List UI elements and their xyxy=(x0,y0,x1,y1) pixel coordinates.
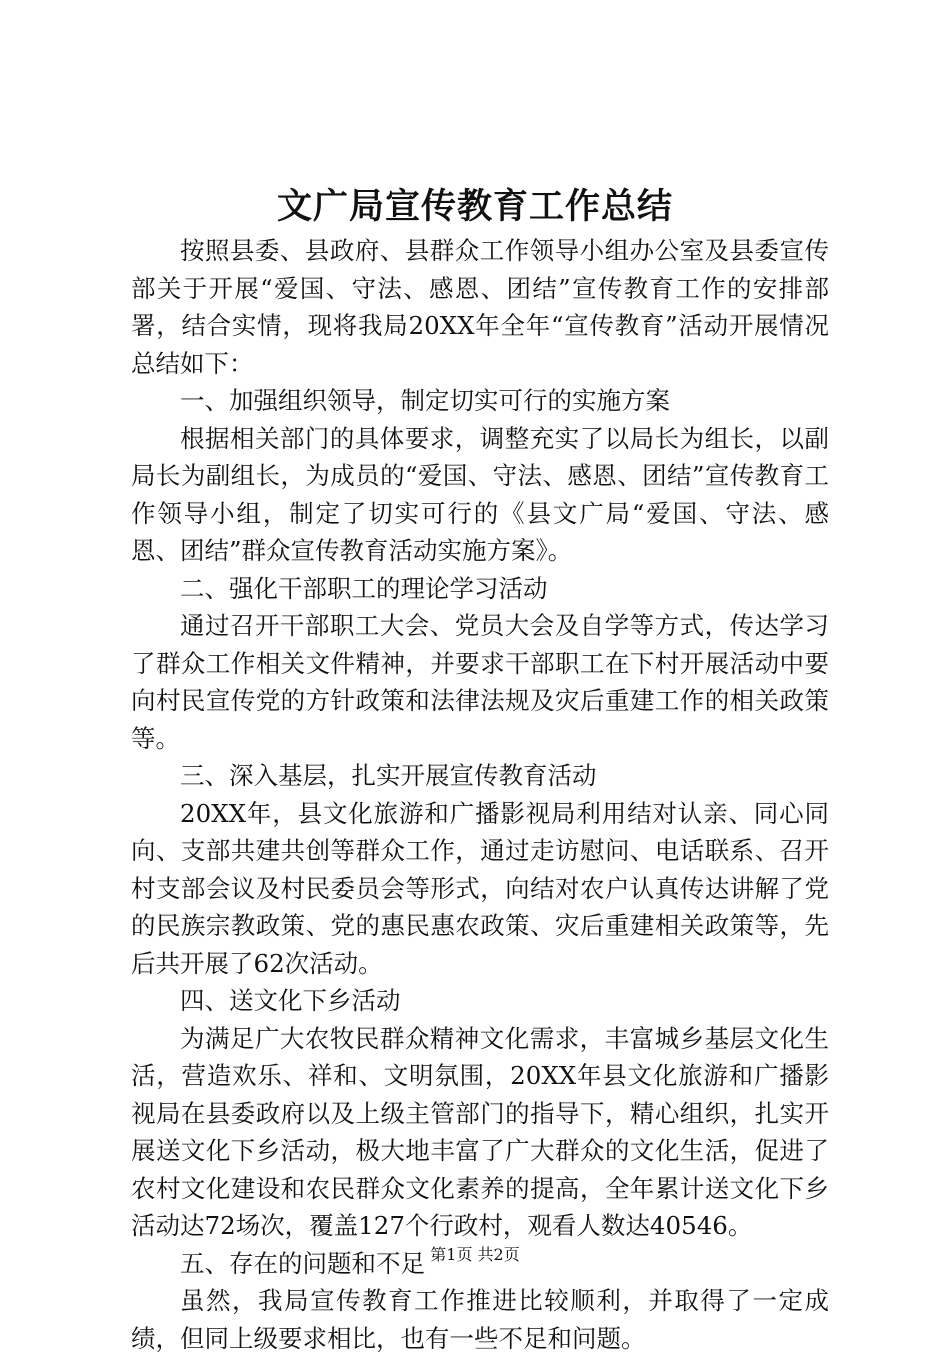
section-heading-1: 一、加强组织领导，制定切实可行的实施方案 xyxy=(180,386,670,415)
document-body xyxy=(131,232,829,1357)
section-heading-5: 五、存在的问题和不足 xyxy=(180,1248,425,1278)
section-heading-2: 二、强化干部职工的理论学习活动 xyxy=(180,573,548,603)
page-footer: 第1页 共2页 xyxy=(430,1245,520,1264)
section-body-2: 通过召开干部职工大会、党员大会及自学等方式，传达学习了群众工作相关文件精神，并要求干部职工在下村开展活动中要向村民宣传党的方针政策和法律法规及灾后重建工作的相关政策等。 xyxy=(131,611,829,753)
section-heading-3: 三、深入基层，扎实开展宣传教育活动 xyxy=(180,761,597,790)
section-body-1: 根据相关部门的具体要求，调整充实了以局长为组长，以副局长为副组长，为成员的“爱国、守法、感恩、团结”宣传教育工作领导小组，制定了切实可行的《县文广局“爱国、守法、感恩、团结”群众宣传教育活动实施方案》。 xyxy=(131,423,829,565)
section-body-5: 虽然，我局宣传教育工作推进比较顺利，并取得了一定成绩，但同上级要求相比，也有一些不足和问题。 xyxy=(131,1286,829,1353)
intro-paragraph: 按照县委、县政府、县群众工作领导小组办公室及县委宣传部关于开展“爱国、守法、感恩、团结”宣传教育工作的安排部署，结合实情，现将我局20XX年全年“宣传教育”活动开展情况总结如下： xyxy=(131,236,829,378)
section-body-4: 为满足广大农牧民群众精神文化需求，丰富城乡基层文化生活，营造欢乐、祥和、文明氛围，20XX年县文化旅游和广播影视局在县委政府以及上级主管部门的指导下，精心组织，扎实开展送文化下乡活动，极大地丰富了广大群众的文化生活，促进了农村文化建设和农民群众文化素养的提高，全年累计送文化下乡活动达72场次，覆盖127个行政村，观看人数达40546。 xyxy=(131,1023,829,1240)
page-title: 文广局宣传教育工作总结 xyxy=(276,186,673,227)
section-heading-4: 四、送文化下乡活动 xyxy=(180,986,401,1015)
section-body-3: 20XX年，县文化旅游和广播影视局利用结对认亲、同心同向、支部共建共创等群众工作，通过走访慰问、电话联系、召开村支部会议及村民委员会等形式，向结对农户认真传达讲解了党的民族宗教政策、党的惠民惠农政策、灾后重建相关政策等，先后共开展了62次活动。 xyxy=(131,798,829,978)
